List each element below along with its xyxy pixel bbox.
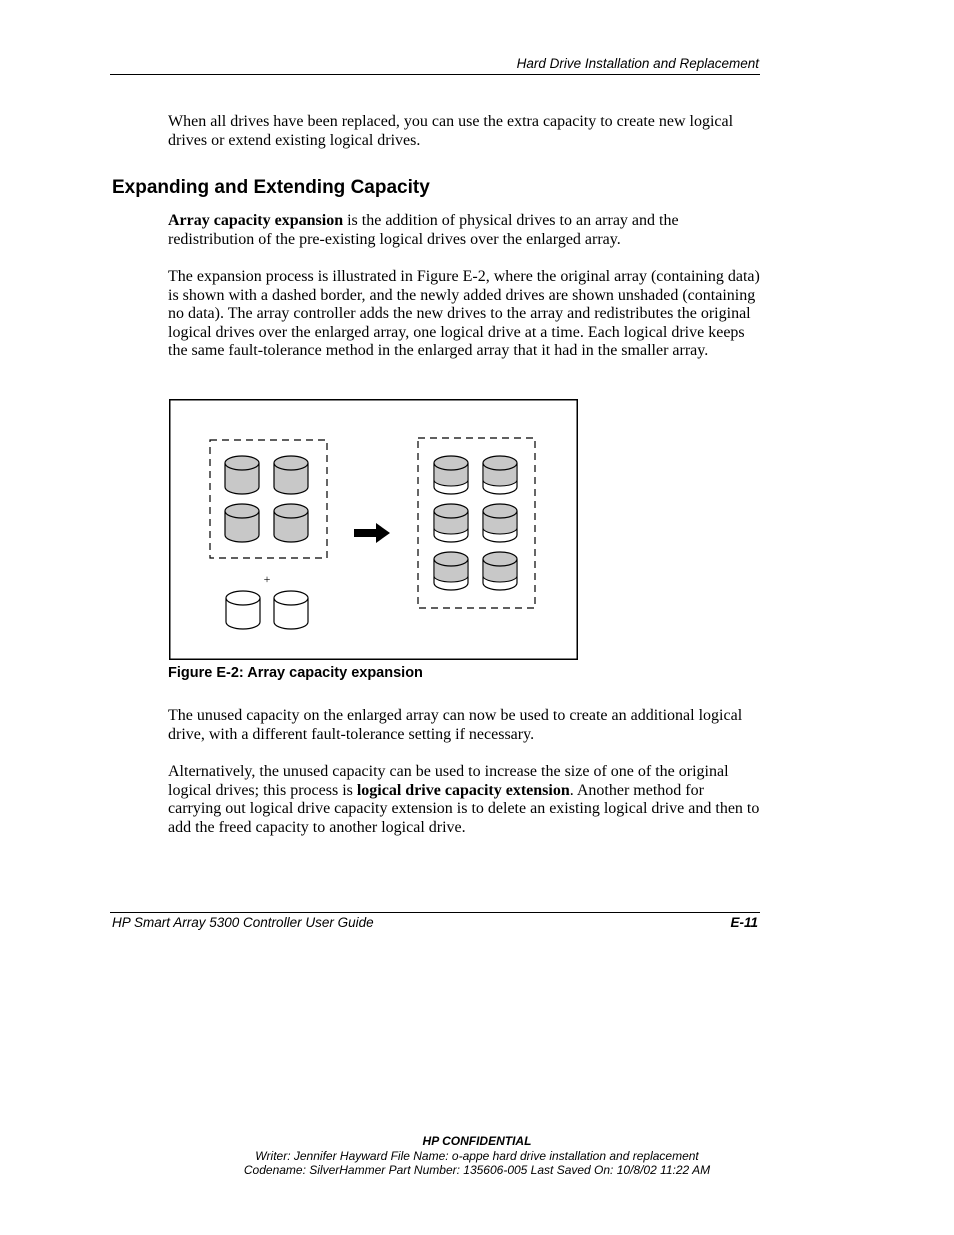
term-logical-drive-capacity-extension: logical drive capacity extension <box>356 781 570 799</box>
expansion-process-paragraph: The expansion process is illustrated in Figure E-2, where the original array (containing data) is shown with a dashed border, and the newly added drives are shown unshaded (containing no data). The array controller adds the new drives to the array and redistributes the original logical drives over the enlarged array, one logical drive at a time. Each logical drive keeps the same fault-tolerance method in the enlarged array that it had in the smaller array. <box>168 268 760 359</box>
unused-capacity-paragraph: The unused capacity on the enlarged array can now be used to create an additional logical drive, with a different fault-tolerance setting if necessary. <box>168 707 743 743</box>
expansion-definition-paragraph <box>168 212 760 249</box>
original-drive <box>225 456 259 494</box>
plus-sign: + <box>263 572 271 586</box>
enlarged-drive <box>483 552 517 590</box>
intro-paragraph: When all drives have been replaced, you can use the extra capacity to create new logical drives or extend existing logical drives. <box>168 113 734 149</box>
confidential-label: HP CONFIDENTIAL <box>422 1134 532 1148</box>
footer-doc-title: HP Smart Array 5300 Controller User Guide <box>112 915 374 930</box>
extension-text-before: Alternatively, the unused capacity can be used to increase the size of one of the original logical drives; this process is <box>168 763 729 799</box>
figure-caption: Figure E-2: Array capacity expansion <box>168 665 423 681</box>
enlarged-drive <box>483 504 517 542</box>
extension-text-after: . Another method for carrying out logical drive capacity extension is to delete an existing logical drive and then to add the freed capacity to another logical drive. <box>168 781 760 836</box>
header-rule <box>110 74 760 75</box>
original-drive <box>274 504 308 542</box>
new-empty-drive <box>226 591 260 629</box>
codename-line: Codename: SilverHammer Part Number: 135606-005 Last Saved On: 10/8/02 11:22 AM <box>243 1163 711 1177</box>
term-array-capacity-expansion: Array capacity expansion <box>168 212 344 229</box>
original-drive <box>225 504 259 542</box>
enlarged-drive <box>434 552 468 590</box>
running-head: Hard Drive Installation and Replacement <box>516 56 759 71</box>
writer-line: Writer: Jennifer Hayward File Name: o-appe hard drive installation and replacement <box>255 1149 699 1163</box>
new-empty-drive <box>274 591 308 629</box>
page-number: E-11 <box>730 915 758 930</box>
extension-paragraph <box>168 763 760 837</box>
array-expansion-diagram <box>169 399 578 660</box>
enlarged-drive <box>434 504 468 542</box>
definition-text: is the addition of physical drives to an array and the redistribution of the pre-existing logical drives over the enlarged array. <box>168 212 679 248</box>
figure-e2 <box>169 399 578 660</box>
enlarged-drive <box>483 456 517 494</box>
enlarged-drive <box>434 456 468 494</box>
section-heading: Expanding and Extending Capacity <box>112 177 430 198</box>
footer-rule <box>110 912 760 913</box>
original-drive <box>274 456 308 494</box>
